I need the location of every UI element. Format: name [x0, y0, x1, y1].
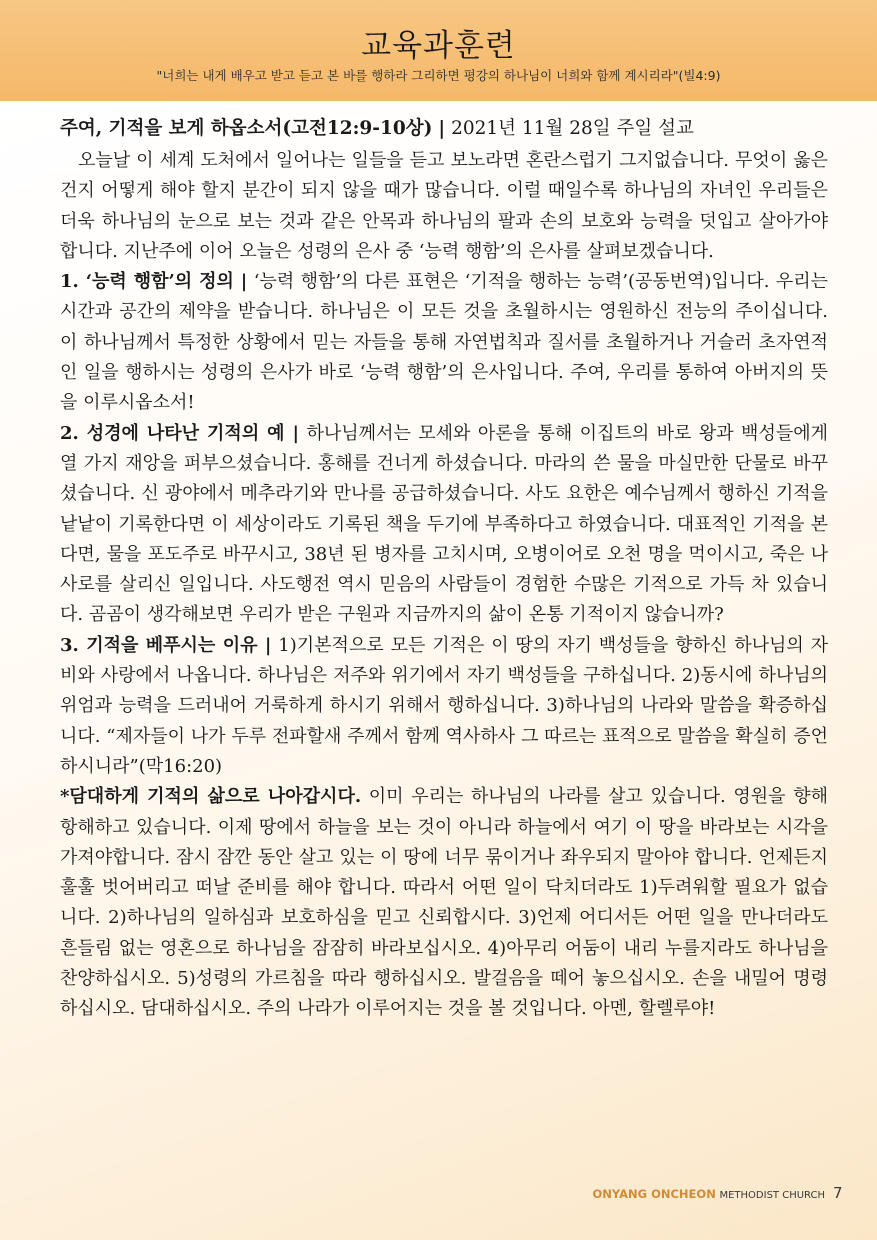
section-3-paragraph — [60, 631, 828, 782]
section-2-paragraph — [60, 419, 828, 631]
page-number: 7 — [833, 1184, 843, 1202]
section-1-heading: 1. ‘능력 행함’의 정의 | — [60, 271, 248, 293]
page-title: 교육과훈련 — [361, 28, 516, 64]
heading-separator: | — [438, 118, 446, 139]
conclusion-text: 이미 우리는 하나님의 나라를 살고 있습니다. 영원을 향해 항해하고 있습니다. 이제 땅에서 하늘을 보는 것이 아니라 하늘에서 여기 이 땅을 바라보는 시각을 가져야합니다. 잠시 잠깐 동안 살고 있는 이 땅에 너무 묶이거나 좌우되지 말아야 합니다. 언제든지 훌훌 벗어버리고 떠날 준비를 해야 합니다. 따라서 어떤 일이 닥치더라도 1)두려워할 필요가 없습니다. 2)하나님의 일하심과 보호하심을 믿고 신뢰합시다. 3)언제 어디서든 어떤 일을 만나더라도 흔들림 없는 영혼으로 하나님을 잠잠히 바라보십시오. 4)아무리 어둠이 내리 누를지라도 하나님을 찬양하십시오. 5)성령의 가르침을 따라 행하십시오. 발걸음을 떼어 놓으십시오. 손을 내밀어 명령하십시오. 담대하십시오. 주의 나라가 이루어지는 것을 볼 것입니다. 아멘, 할렐루야! — [60, 786, 828, 1020]
sermon-title: 주여, 기적을 보게 하옵소서(고전12:9-10상) — [60, 118, 433, 139]
section-3-text: 1)기본적으로 모든 기적은 이 땅의 자기 백성들을 향하신 하나님의 자비와 사랑에서 나옵니다. 하나님은 저주와 위기에서 자기 백성들을 구하십니다. 2)동시에 하나님의 위엄과 능력을 드러내어 거룩하게 하시기 위해서 행하십니다. 3)하나님의 나라와 말씀을 확증하십니다. “제자들이 나가 두루 전파할새 주께서 함께 역사하사 그 따르는 표적으로 말씀을 확실히 증언하시니라”(막16:20) — [60, 634, 828, 777]
sermon-date: 2021년 11월 28일 주일 설교 — [451, 118, 694, 139]
section-2-text: 하나님께서는 모세와 아론을 통해 이집트의 바로 왕과 백성들에게 열 가지 재앙을 퍼부으셨습니다. 홍해를 건너게 하셨습니다. 마라의 쓴 물을 마실만한 단물로 바꾸셨습니다. 신 광야에서 메추라기와 만나를 공급하셨습니다. 사도 요한은 예수님께서 행하신 기적을 낱낱이 기록한다면 이 세상이라도 기록된 책을 두기에 부족하다고 하였습니다. 대표적인 기적을 본다면, 물을 포도주로 바꾸시고, 38년 된 병자를 고치시며, 오병이어로 오천 명을 먹이시고, 죽은 나사로를 살리신 일입니다. 사도행전 역시 믿음의 사람들이 경험한 수많은 기적으로 가득 차 있습니다. 곰곰이 생각해보면 우리가 받은 구원과 지금까지의 삶이 온통 기적이지 않습니까? — [60, 422, 828, 626]
conclusion-heading: *담대하게 기적의 삶으로 나아갑시다. — [60, 786, 362, 808]
brand-name: ONYANG ONCHEON — [592, 1187, 716, 1201]
sermon-content — [60, 112, 828, 1025]
section-1-paragraph — [60, 267, 828, 418]
church-brand — [580, 1187, 825, 1201]
sermon-heading — [60, 112, 828, 146]
conclusion-paragraph — [60, 782, 828, 1024]
intro-paragraph: 오늘날 이 세계 도처에서 일어나는 일들을 듣고 보노라면 혼란스럽기 그지없습니다. 무엇이 옳은 건지 어떻게 해야 할지 분간이 되지 않을 때가 많습니다. 이럴 때일수록 하나님의 자녀인 우리들은 더욱 하나님의 눈으로 보는 것과 같은 안목과 하나님의 팔과 손의 보호와 능력을 덧입고 살아가야 합니다. 지난주에 이어 오늘은 성령의 은사 중 ‘능력 행함’의 은사를 살펴보겠습니다. — [60, 150, 828, 262]
header-banner — [0, 0, 877, 101]
section-1-text: ‘능력 행함’의 다른 표현은 ‘기적을 행하는 능력’(공동번역)입니다. 우리는 시간과 공간의 제약을 받습니다. 하나님은 이 모든 것을 초월하시는 영원하신 전능의 주이십니다. 이 하나님께서 특정한 상황에서 믿는 자들을 통해 자연법칙과 질서를 초월하거나 거슬러 초자연적인 일을 행하시는 성령의 은사가 바로 ‘능력 행함’의 은사입니다. 주여, 우리를 통하여 아버지의 뜻을 이루시옵소서! — [60, 271, 828, 414]
section-2-heading: 2. 성경에 나타난 기적의 예 | — [60, 422, 300, 444]
section-3-heading: 3. 기적을 베푸시는 이유 | — [60, 634, 272, 656]
brand-subtitle: METHODIST CHURCH — [719, 1190, 825, 1201]
header-verse: "너희는 내게 배우고 받고 듣고 본 바를 행하라 그리하면 평강의 하나님이 너희와 함께 계시리라"(빌4:9) — [156, 68, 721, 83]
